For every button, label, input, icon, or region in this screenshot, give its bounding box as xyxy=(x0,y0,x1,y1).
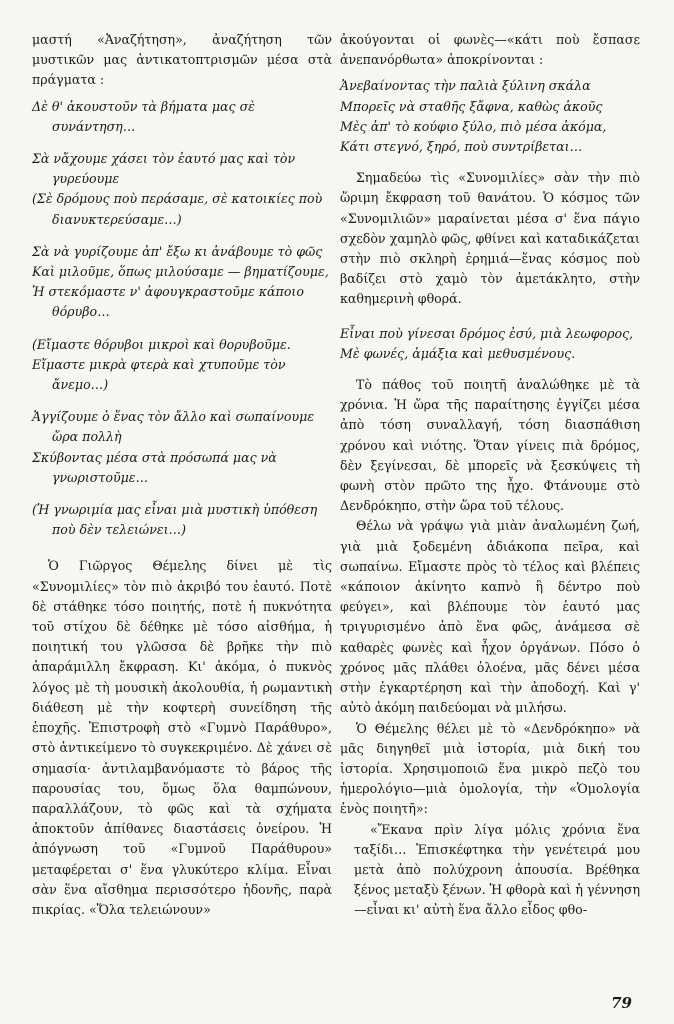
poem-stanza xyxy=(32,407,332,488)
right-intro-text: ἀκούγονται οἱ φωνὲς—«κάτι ποὺ ἔσπασε ἀνεπανόρθωτα» ἀποκρίνονται : xyxy=(340,32,640,68)
poem-stanza xyxy=(32,500,332,540)
poem-line: Ἀνεβαίνοντας τὴν παλιὰ ξύλινη σκάλα xyxy=(340,78,591,94)
poem-line: Εἶναι ποὺ γίνεσαι δρόμος ἐσύ, μιὰ λεωφορος, xyxy=(340,325,634,341)
poem-line: Ἀγγίζουμε ὁ ἕνας τὸν ἄλλο καὶ σωπαίνουμε ὥρα πολλὴ xyxy=(32,409,315,445)
right-poem-1 xyxy=(340,76,640,157)
right-paragraph-3: Θέλω νὰ γράψω γιὰ μιὰν ἀναλωμένη ζωή, γιὰ μιὰ ξοδεμένη ἀδιάκοπα πεῖρα, καὶ σωπαίνω. Εἴμαστε πρὸς τὸ τέλος καὶ βλέπεις «κάποιον ἀκίνητο καπνὸ ἢ δέντρο ποὺ φεύγει», καὶ βλέπουμε τὸν ἑαυτό μας τριγυρισμένο ἀπὸ ἕνα φῶς, ἀνάμεσα σὲ καθαρὲς φωνὲς καὶ ἦχον ὀργάνων. Πόσο ὁ χρόνος μᾶς πλάθει ὁλοένα, μᾶς δένει μέσα στὴν ἐγκαρτέρηση καὶ τὴν ἀποδοχή. Καὶ γ' αὐτὸ ἀκόμη παιδεύομαι νὰ μιλήσω. xyxy=(340,518,640,716)
right-paragraph-2: Τὸ πάθος τοῦ ποιητῆ ἀναλώθηκε μὲ τὰ χρόνια. Ἡ ὥρα τῆς παραίτησης ἐγγίζει μέσα ἀπὸ τόση συναλλαγή, τόση διασπάθιση χρόνου καὶ νιότης. Ὅταν γίνεις πιὰ δρόμος, δὲν ξεγίνεσαι, δὲ μπορεῖς νὰ ξεσκύψεις τὴ φωνὴ στὸν πρῶτο της ἦχο. Φτάνουμε στὸ Δενδρόκηπο, στὴν ὥρα τοῦ τέλους. xyxy=(340,377,640,514)
poem-line: Μπορεῖς νὰ σταθῆς ξἄφνα, καθὼς ἀκοῦς xyxy=(340,98,603,114)
poem-line: Μὲς ἀπ' τὸ κούφιο ξύλο, πιὸ μέσα ἀκόμα, xyxy=(340,118,607,134)
poem-line: Καὶ μιλοῦμε, ὅπως μιλούσαμε — βηματίζουμε, xyxy=(32,264,329,280)
poem-line: Σκύβοντας μέσα στὰ πρόσωπά μας νὰ γνωριστοῦμε… xyxy=(32,449,277,485)
left-intro-text: μαστή «Ἀναζήτηση», ἀναζήτηση τῶν μυστικῶν μας ἀντικατοπτρισμῶν μέσα στὰ πράγματα : xyxy=(32,32,332,88)
right-column xyxy=(340,30,640,921)
left-body-paragraph: Ὁ Γιῶργος Θέμελης δίνει μὲ τὶς «Συνομιλίες» τὸν πιὸ ἀκριβό του ἑαυτό. Ποτὲ δὲ στάθηκε τόσο ποιητής, ποτὲ ἡ πυκνότητα τοῦ στίχου δὲ δέθηκε μὲ τόσο αἰσθήμα, ἡ ποιητική του γλῶσσα δὲ βρῆκε τὴν πιὸ ἀπαράμιλλη ἔκφραση. Κι' ἀκόμα, ὁ πυκνὸς λόγος μὲ τὴ μουσικὴ ἀκολουθία, ἡ ρωμαντικὴ διάθεση μὲ τὴν κοφτερὴ συνείδηση τῆς ἐποχῆς. Ἐπιστροφὴ στὸ «Γυμνὸ Παράθυρο», στὸ ἀντικείμενο τὸ συγκεκριμένο. Δὲ χάνει σὲ σημασία· ἀντιλαμβανόμαστε τὸ βάρος τῆς παρουσίας του, ὅμως ὅλα θαμπώνουν, παραλλάζουν, τὸ φῶς καὶ τὰ σχήματα ἀποκτοῦν ἀπίθανες διαστάσεις ὀνείρου. Ἡ ἀπόγνωση τοῦ «Γυμνοῦ Παράθυρου» μεταφέρεται σ' ἕνα γλυκύτερο κλίμα. Εἶναι σὰν ἕνα αἴσθημα περισσότερο ἡδονῆς, παρὰ πικρίας. «Ὅλα τελειώνουν» xyxy=(32,558,332,917)
poem-line: (Εἴμαστε θόρυβοι μικροὶ καὶ θορυβοῦμε. xyxy=(32,336,291,352)
poem-stanza xyxy=(32,335,332,396)
poem-stanza xyxy=(32,149,332,230)
page-number: 79 xyxy=(611,994,632,1012)
poem-line: Μὲ φωνές, ἁμάξια καὶ μεθυσμένους. xyxy=(340,345,576,361)
poem-line: Σὰ νὰ γυρίζουμε ἀπ' ἔξω κι ἀνάβουμε τὸ φῶς xyxy=(32,243,323,259)
left-column xyxy=(32,30,332,920)
poem-line: Κάτι στεγνό, ξηρό, ποὺ συντρίβεται… xyxy=(340,139,583,155)
poem-stanza xyxy=(32,242,332,323)
poem-line: (Σὲ δρόμους ποὺ περάσαμε, σὲ κατοικίες ποὺ διανυκτερεύσαμε…) xyxy=(32,191,323,227)
poem-line: Ἡ στεκόμαστε ν' ἀφουγκραστοῦμε κάποιο θόρυβο… xyxy=(32,284,304,320)
poem-line: Σὰ νἄχουμε χάσει τὸν ἑαυτό μας καὶ τὸν γυρεύουμε xyxy=(32,151,296,187)
left-poem xyxy=(32,97,332,541)
poem-stanza xyxy=(32,97,332,137)
poem-line: Δὲ θ' ἀκουστοῦν τὰ βήματα μας σὲ συνάντηση… xyxy=(32,98,255,134)
right-quote-paragraph: «Ἔκανα πρὶν λίγα μόλις χρόνια ἕνα ταξίδι… Ἐπισκέφτηκα τὴν γενέτειρά μου μετὰ ἀπὸ πολύχρονη ἀπουσία. Βρέθηκα ξένος μεταξὺ ξένων. Ἡ φθορὰ καὶ ἡ γέννηση—εἶναι κι' αὐτὴ ἕνα ἄλλο εἶδος φθο- xyxy=(354,821,640,918)
right-paragraph-1: Σημαδεύω τὶς «Συνομιλίες» σὰν τὴν πιὸ ὥριμη ἔκφραση τοῦ θανάτου. Ὁ κόσμος τῶν «Συνομιλιῶν» μαραίνεται μέσα σ' ἕνα πάγιο σχεδὸν χαμηλὸ φῶς, φθίνει καὶ καταδικάζεται στὴν πιὸ σκληρὴ ἐρημιά—ἕνας κόσμος ποὺ βαδίζει στὸ χαμὸ τὸν ἀμετάκλητο, στὴν καθημερινὴ φθορά. xyxy=(340,170,640,307)
poem-line: Εἴμαστε μικρὰ φτερὰ καὶ χτυποῦμε τὸν ἄνεμο…) xyxy=(32,356,286,393)
right-paragraph-4: Ὁ Θέμελης θέλει μὲ τὸ «Δενδρόκηπο» νὰ μᾶς διηγηθεῖ μιὰ ἱστορία, μιὰ δική του ἱστορία. Χρησιμοποιῶ ἕνα μικρὸ πεζὸ του ἡμερολόγιο—μιὰ ὁμολογία, τὴν «Ὁμολογία ἑνὸς ποιητῆ»: xyxy=(340,720,640,817)
poem-line: (Ἡ γνωριμία μας εἶναι μιὰ μυστικὴ ὑπόθεση ποὺ δὲν τελειώνει…) xyxy=(32,502,318,538)
right-poem-2 xyxy=(340,324,640,364)
